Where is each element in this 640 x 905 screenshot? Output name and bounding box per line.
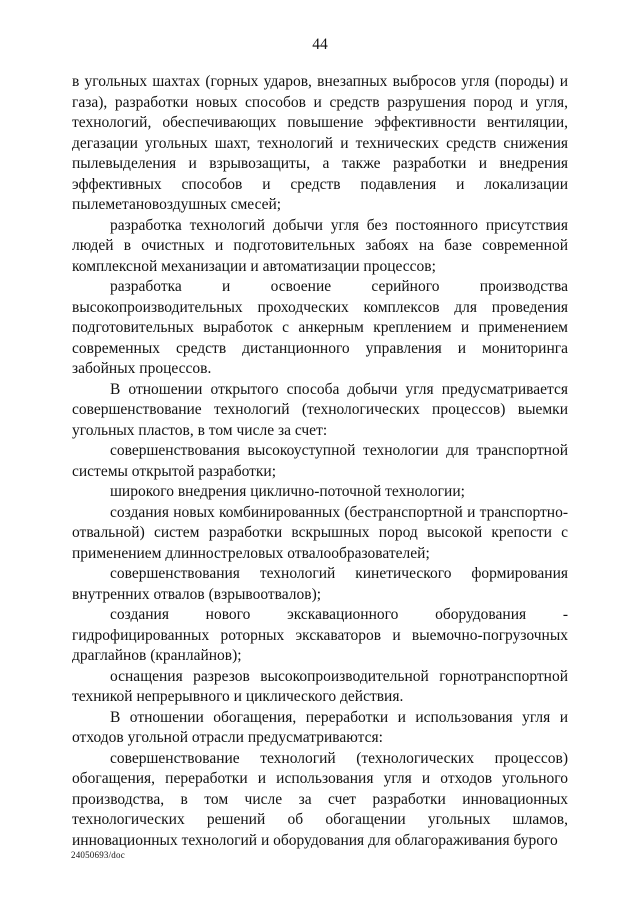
paragraph: создания новых комбинированных (бестранспортной и транспортно-отвальной) систем разработки вскрышных пород высокой крепости с применением длинностреловых отвалообразователей; [72,503,568,562]
paragraph: разработка технологий добычи угля без постоянного присутствия людей в очистных и подготовительных забоях на базе современной комплексной механизации и автоматизации процессов; [72,216,568,275]
page-number: 44 [312,36,328,53]
paragraph: оснащения разрезов высокопроизводительной горнотранспортной техникой непрерывного и циклического действия. [72,667,568,705]
paragraph: создания нового экскавационного оборудования - гидрофицированных роторных экскаваторов и выемочно-погрузочных драглайнов (кранлайнов); [72,606,568,664]
paragraph-continuation: в угольных шахтах (горных ударов, внезапных выбросов угля (породы) и газа), разработки новых способов и средств разрушения пород и угля, технологий, обеспечивающих повышение эффективности вентиляции, дегазации угольных шахт, технологий и технических средств снижения пылевыделения и взрывозащиты, а также разработки и внедрения эффективных способов и средств подавления и локализации пылеметановоздушных смесей; [72,73,568,213]
paragraph: разработка и освоение серийного производства высокопроизводительных проходческих комплексов для проведения подготовительных выработок с анкерным креплением и применением современных средств дистанционного управления и мониторинга забойных процессов. [72,278,568,377]
paragraph: широкого внедрения циклично-поточной технологии; [110,483,465,500]
paragraph: совершенствования технологий кинетического формирования внутренних отвалов (взрывоотвалов); [72,565,568,603]
document-footer-id: 24050693/doc [71,850,125,860]
paragraph: В отношении обогащения, переработки и использования угля и отходов угольной отрасли предусматриваются: [72,708,568,746]
paragraph: совершенствования высокоуступной технологии для транспортной системы открытой разработки; [72,442,568,480]
body-text [72,72,568,851]
paragraph: В отношении открытого способа добычи угля предусматривается совершенствование технологий (технологических процессов) выемки угольных пластов, в том числе за счет: [72,380,568,439]
paragraph: совершенствование технологий (технологических процессов) обогащения, переработки и использования угля и отходов угольного производства, в том числе за счет разработки инновационных технологических решений об обогащении угольных шламов, инновационных технологий и оборудования для облагораживания бурого [72,749,568,849]
